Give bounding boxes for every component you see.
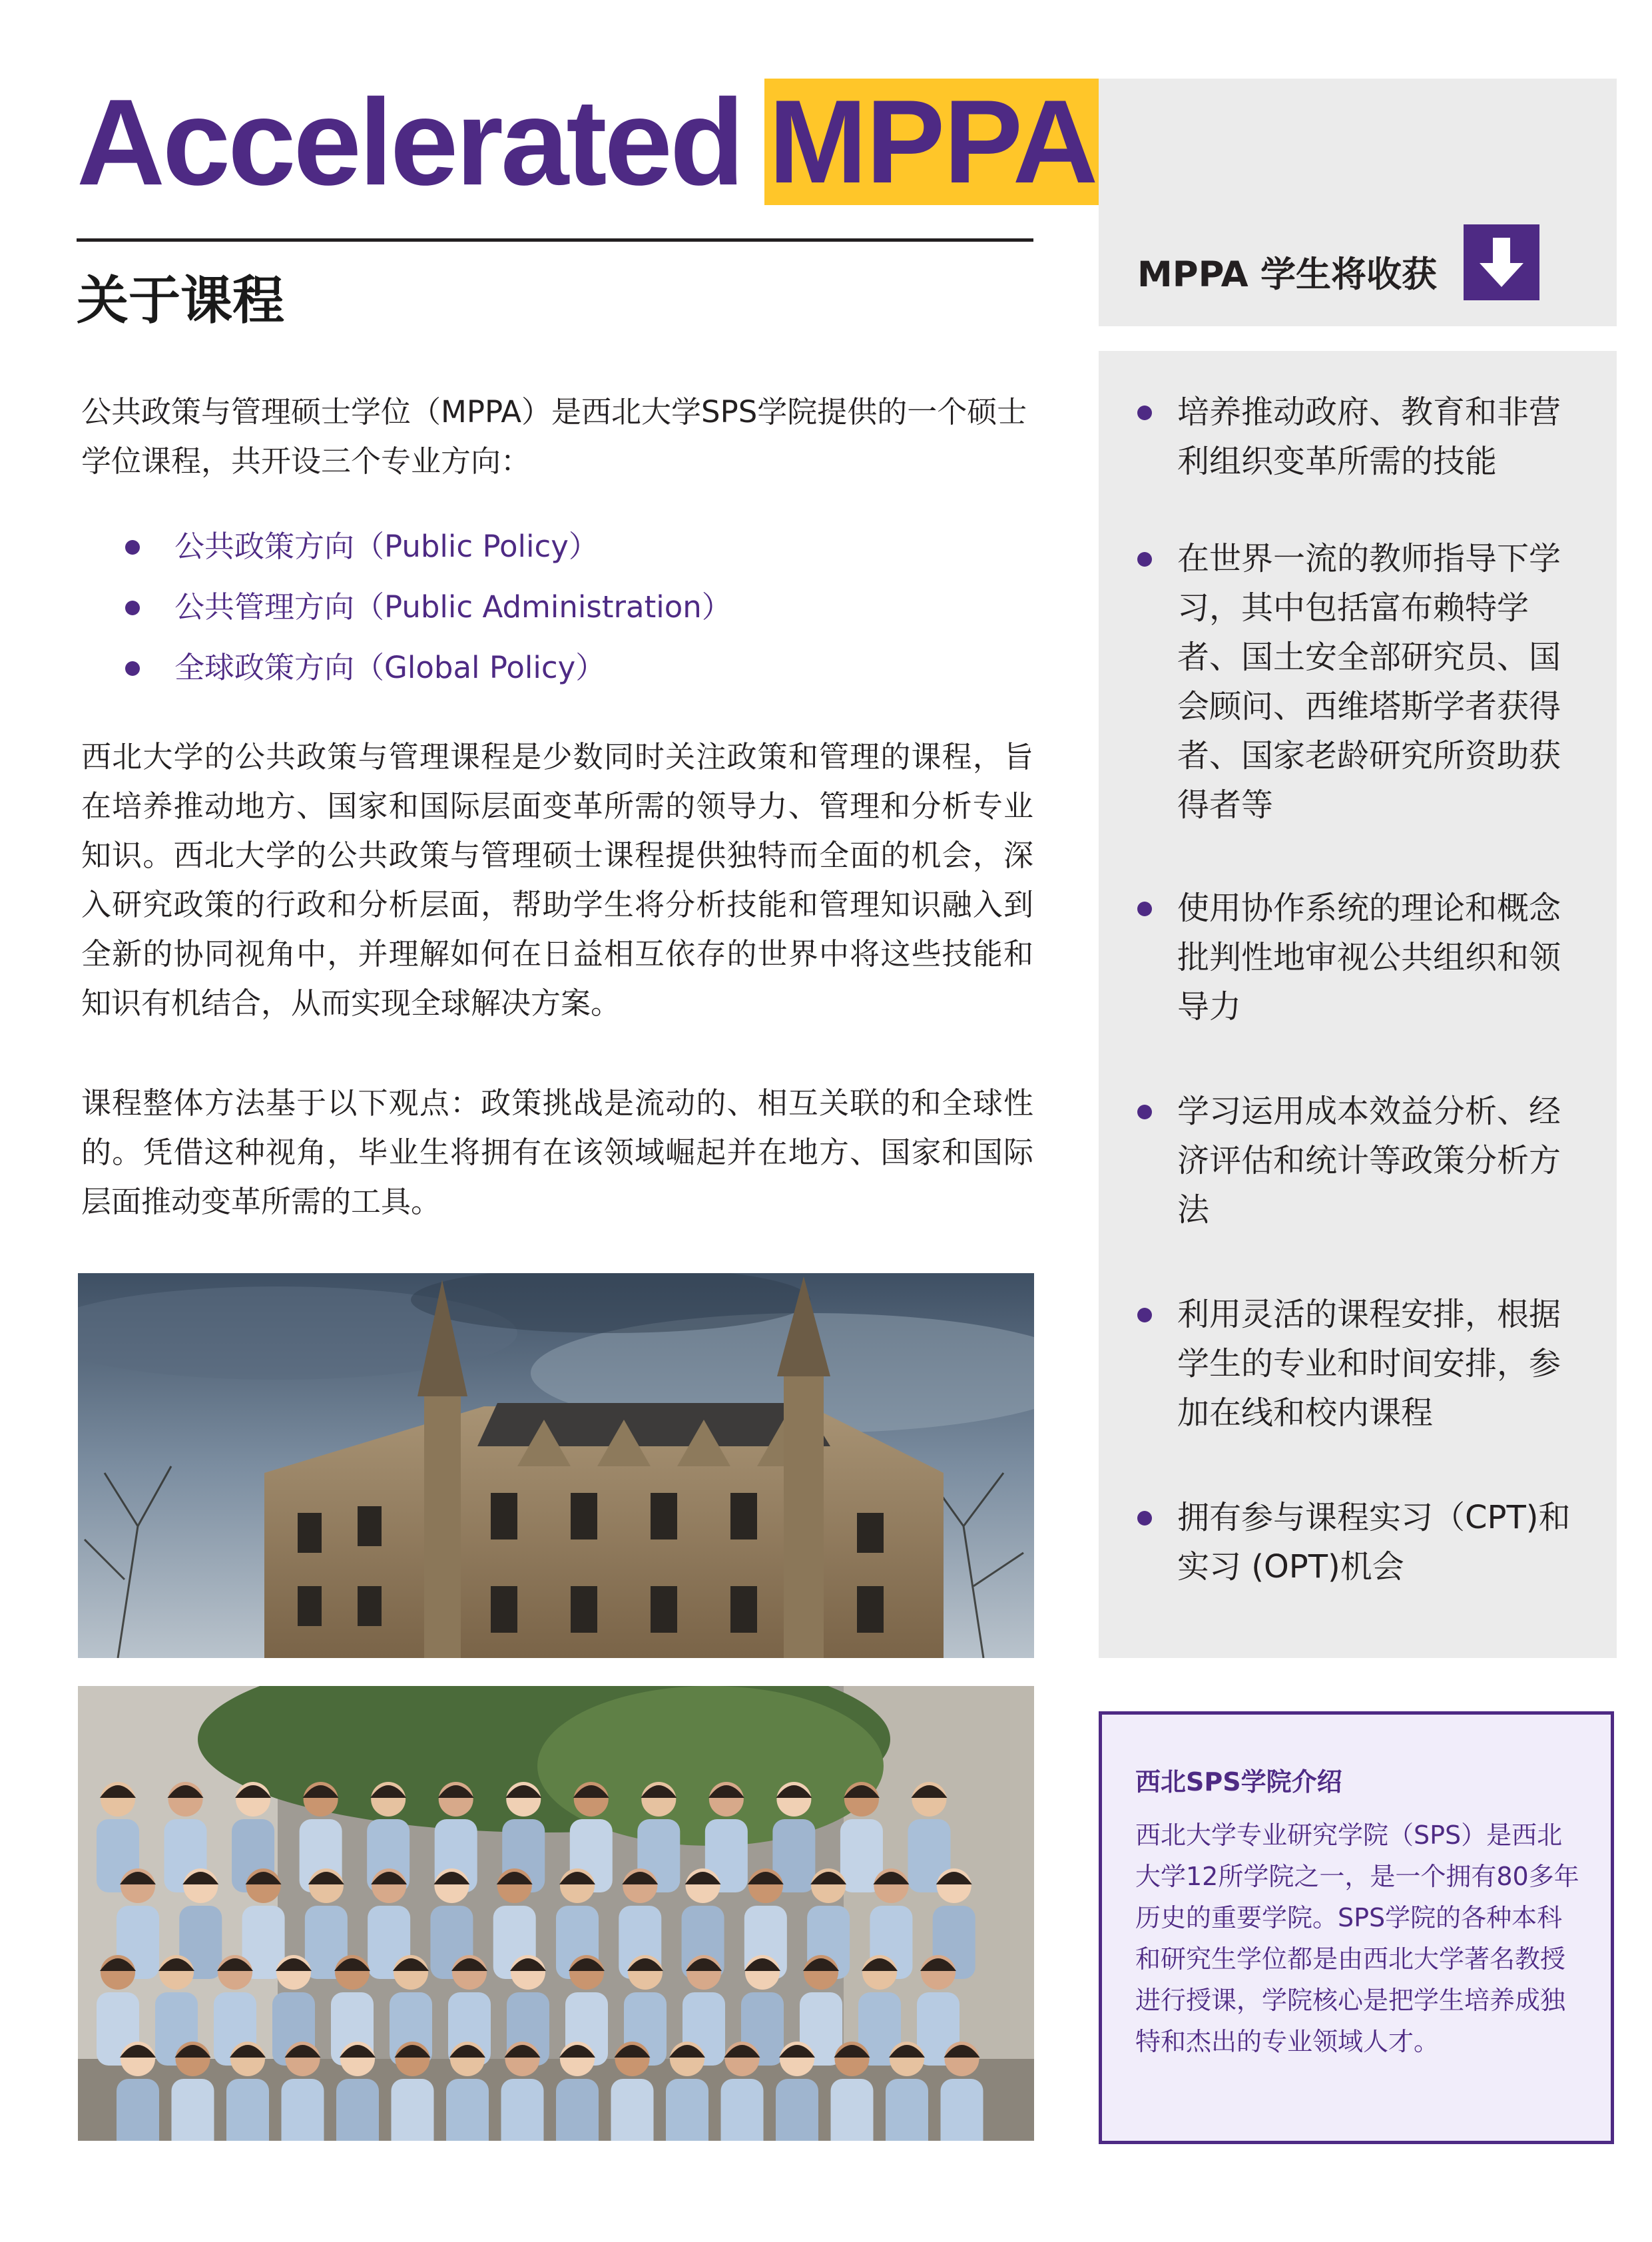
benefit-text: 培养推动政府、教育和非营利组织变革所需的技能: [1177, 394, 1561, 480]
title-divider: [77, 238, 1033, 242]
benefit-item: [1177, 534, 1583, 830]
benefit-item: [1177, 1087, 1583, 1235]
bullet-icon: [1137, 1105, 1152, 1119]
benefit-item: [1177, 1290, 1583, 1438]
student-group-photo: [78, 1686, 1034, 2141]
track-label: 公共管理方向（Public Administration）: [174, 589, 732, 625]
title-mppa-badge: MPPA: [764, 79, 1101, 205]
about-school-box: [1099, 1711, 1614, 2144]
benefit-item: [1177, 884, 1583, 1031]
bullet-icon: [1137, 406, 1152, 420]
section-heading: 关于课程: [77, 271, 285, 331]
down-arrow-icon: [1464, 224, 1539, 300]
bullet-icon: [125, 540, 140, 555]
list-item: [121, 577, 987, 637]
page-title: [77, 72, 1101, 212]
benefits-header: MPPA 学生将收获: [1137, 254, 1438, 295]
track-label: 公共政策方向（Public Policy）: [174, 529, 599, 564]
bullet-icon: [1137, 1308, 1152, 1322]
bullet-icon: [1137, 1511, 1152, 1526]
list-item: [121, 516, 987, 577]
program-approach: 课程整体方法基于以下观点：政策挑战是流动的、相互关联的和全球性的。凭借这种视角，毕业生将拥有在该领域崛起并在地方、国家和国际层面推动变革所需的工具。: [81, 1085, 1033, 1219]
benefit-text: 使用协作系统的理论和概念批判性地审视公共组织和领导力: [1177, 890, 1561, 1025]
benefit-text: 拥有参与课程实习（CPT)和实习 (OPT)机会: [1177, 1499, 1571, 1585]
about-title: 西北SPS学院介绍: [1135, 1767, 1342, 1797]
campus-building-photo: [78, 1273, 1034, 1658]
bullet-icon: [125, 601, 140, 615]
bullet-icon: [1137, 902, 1152, 916]
list-item: [121, 637, 987, 698]
benefits-header-panel: [1099, 79, 1617, 326]
track-label: 全球政策方向（Global Policy）: [174, 650, 606, 685]
benefit-text: 在世界一流的教师指导下学习，其中包括富布赖特学者、国土安全部研究员、国会顾问、西维塔斯学者获得者、国家老龄研究所资助获得者等: [1177, 540, 1561, 824]
intro-paragraph: 公共政策与管理硕士学位（MPPA）是西北大学SPS学院提供的一个硕士学位课程，共开设三个专业方向：: [81, 394, 1027, 479]
bullet-icon: [125, 661, 140, 676]
bullet-icon: [1137, 552, 1152, 567]
benefits-panel: [1099, 351, 1617, 1658]
benefit-item: [1177, 1493, 1583, 1591]
program-description: 西北大学的公共政策与管理课程是少数同时关注政策和管理的课程，旨在培养推动地方、国家和国际层面变革所需的领导力、管理和分析专业知识。西北大学的公共政策与管理硕士课程提供独特而全面的机会，深入研究政策的行政和分析层面，帮助学生将分析技能和管理知识融入到全新的协同视角中，并理解如何在日益相互依存的世界中将这些技能和知识有机结合，从而实现全球解决方案。: [81, 739, 1033, 1021]
benefit-item: [1177, 388, 1583, 486]
about-text: 西北大学专业研究学院（SPS）是西北大学12所学院之一，是一个拥有80多年历史的重要学院。SPS学院的各种本科和研究生学位都是由西北大学著名教授进行授课，学院核心是把学生培养成独特和杰出的专业领域人才。: [1135, 1821, 1579, 2056]
title-accelerated: Accelerated: [77, 73, 742, 210]
benefit-text: 学习运用成本效益分析、经济评估和统计等政策分析方法: [1177, 1093, 1561, 1229]
track-list: [121, 516, 987, 698]
benefit-text: 利用灵活的课程安排，根据学生的专业和时间安排，参加在线和校内课程: [1177, 1296, 1561, 1432]
